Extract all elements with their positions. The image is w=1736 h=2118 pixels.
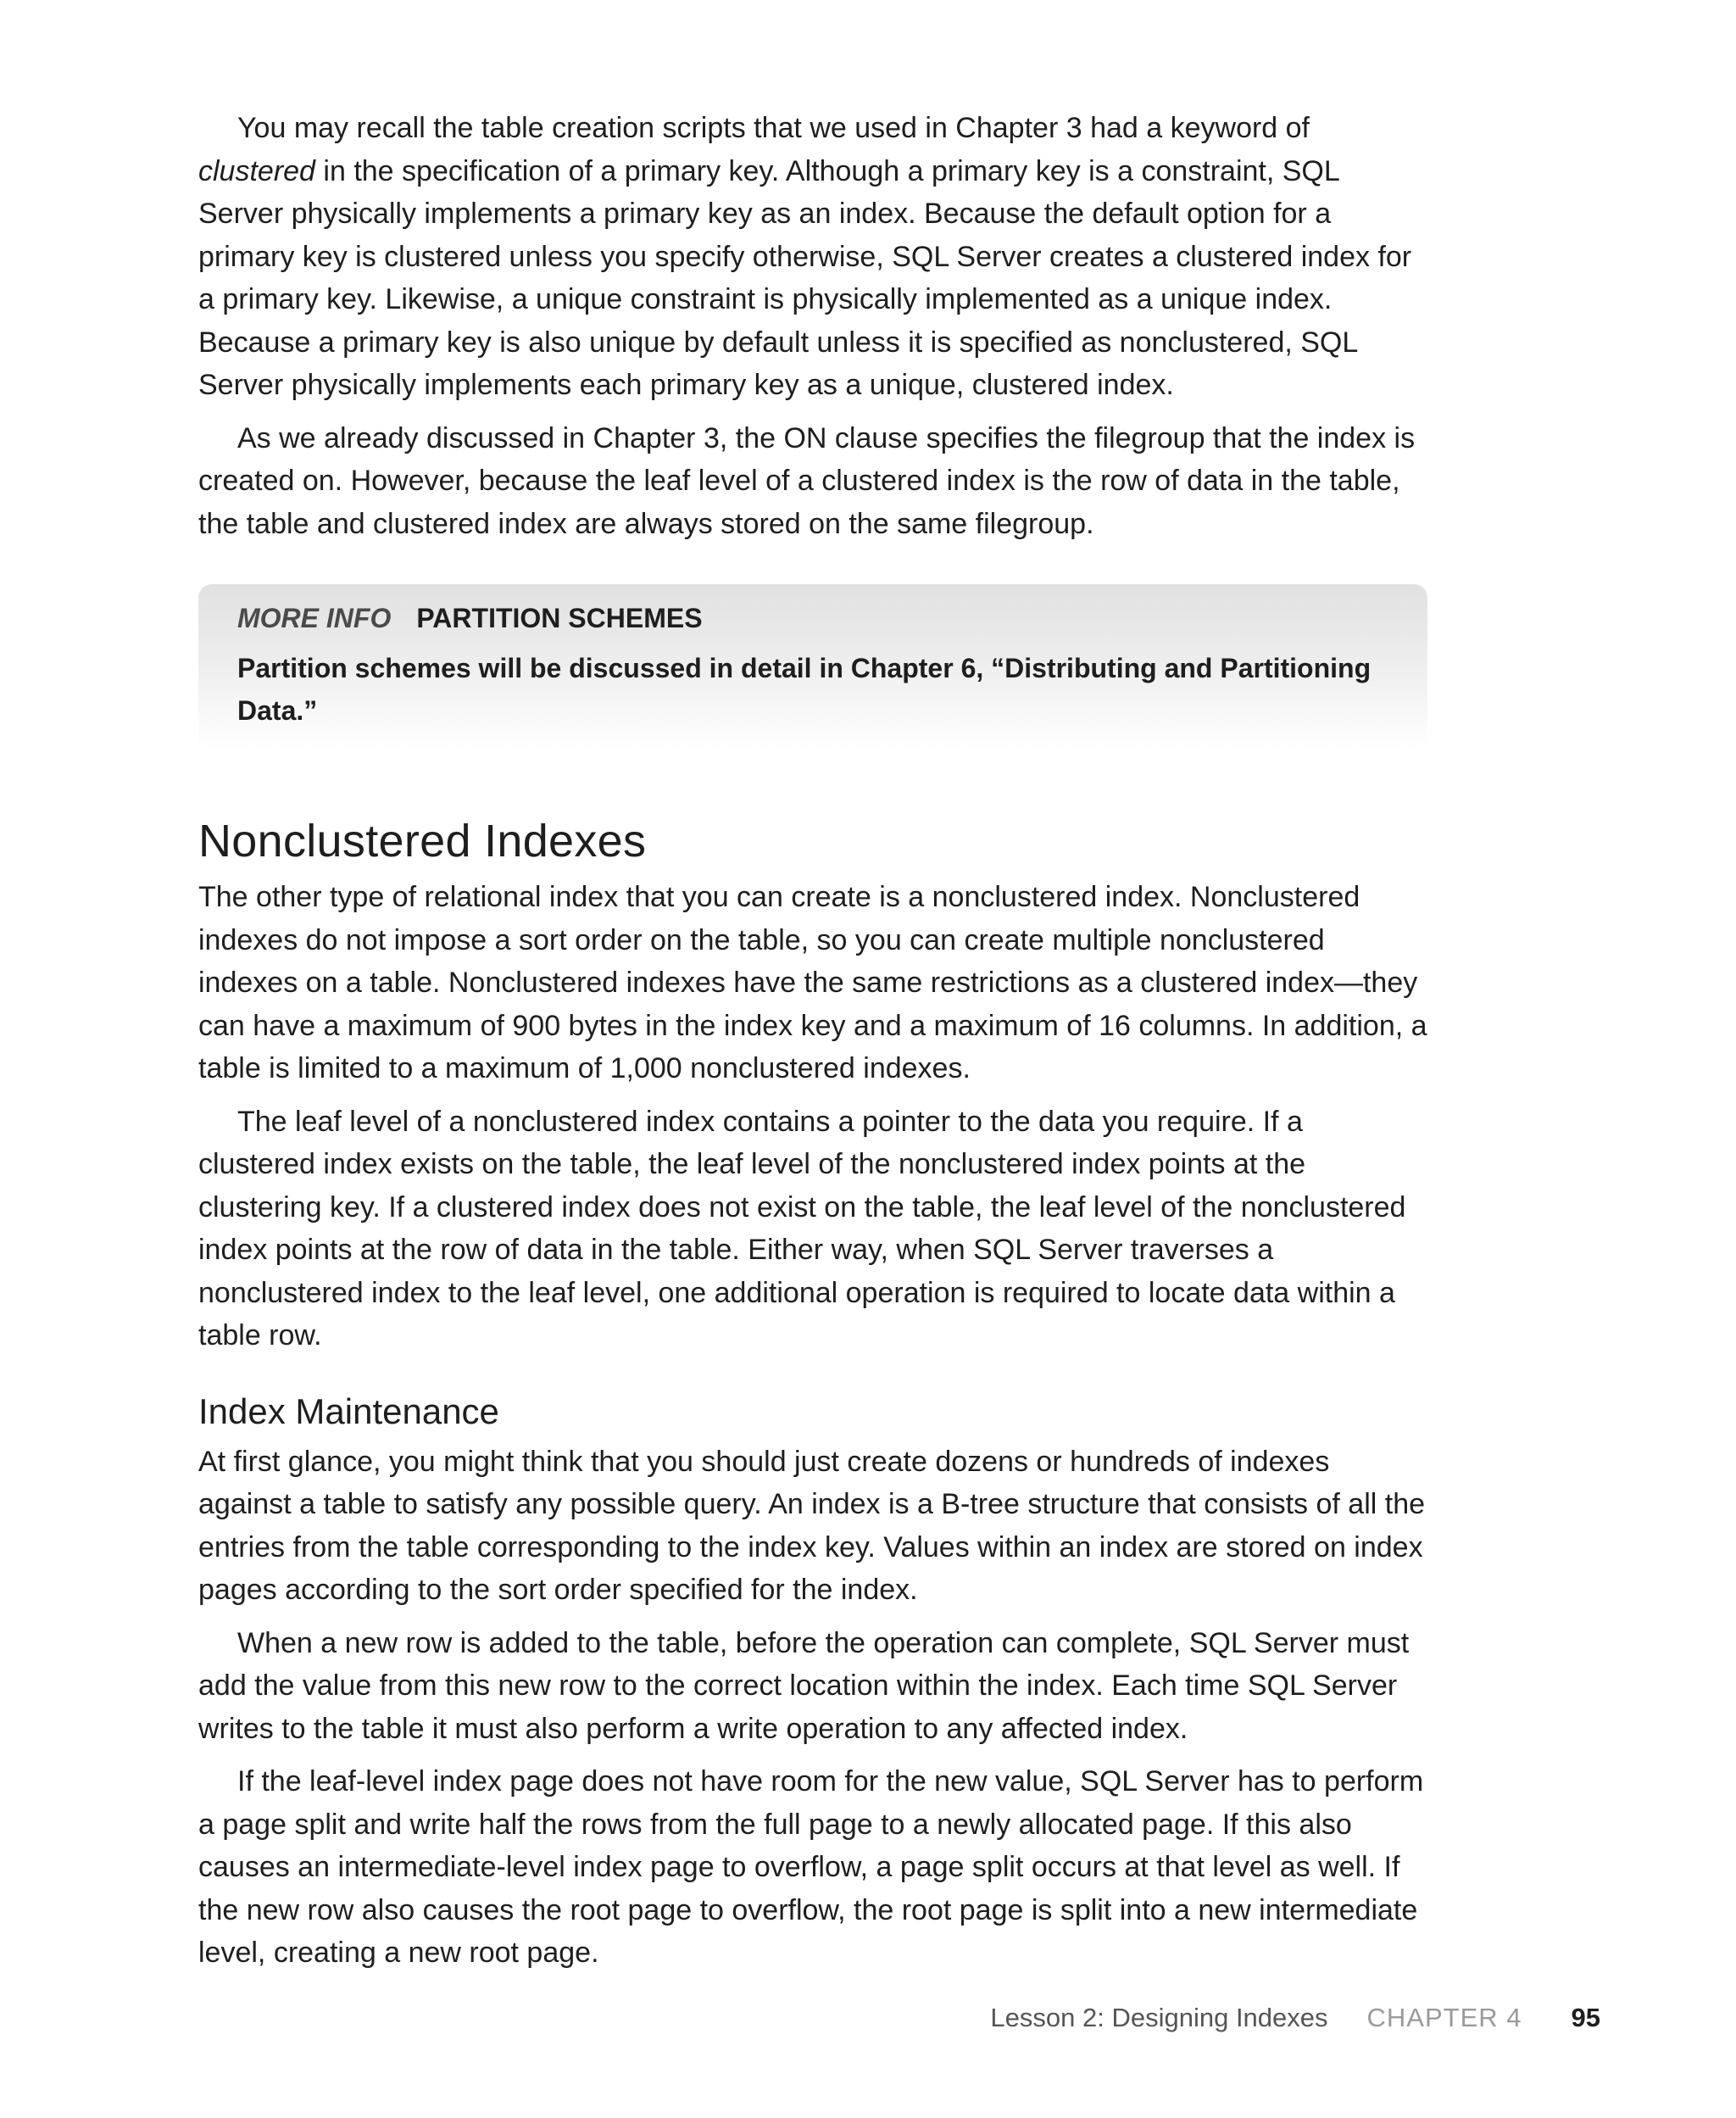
page-number: 95 bbox=[1571, 2003, 1600, 2032]
maintenance-paragraph-3: If the leaf-level index page does not have room for the new value, SQL Server has to perform a page split and write half the rows from the full page to a newly allocated page. If this also causes an intermediate-level index page to overflow, a page split occurs at that level as well. If the new row also causes the root page to overflow, the root page is split into a new intermediate level, creating a new root page. bbox=[198, 1765, 1424, 1969]
intro-paragraph-2: As we already discussed in Chapter 3, the ON clause specifies the filegroup that the index is created on. However, because the leaf level of a clustered index is the row of data in the table, the table and clustered index are always stored on the same filegroup. bbox=[198, 421, 1416, 540]
nonclustered-indexes-heading: Nonclustered Indexes bbox=[198, 816, 647, 867]
note-header bbox=[237, 598, 1388, 638]
intro-paragraph-1 bbox=[198, 107, 1427, 407]
footer-lesson-title: Lesson 2: Designing Indexes bbox=[990, 2003, 1328, 2032]
maintenance-paragraph-1: At first glance, you might think that you should just create dozens or hundreds of indexes against a table to satisfy any possible query. An index is a B-tree structure that consists of all the entries from the table corresponding to the index key. Values within an index are stored on index pages according to the sort order specified for the index. bbox=[198, 1445, 1426, 1606]
note-kind-label: MORE INFO bbox=[237, 603, 392, 633]
note-title: PARTITION SCHEMES bbox=[416, 603, 703, 633]
maintenance-paragraph-2: When a new row is added to the table, before the operation can complete, SQL Server must add the value from this new row to the correct location within the index. Each time SQL Server writes to the table it must also perform a write operation to any affected index. bbox=[198, 1626, 1410, 1745]
intro-p1-text-after: in the specification of a primary key. Although a primary key is a constraint, SQL Server physically implements a primary key as an index. Because the default option for a primary key is clustered unless you specify otherwise, SQL Server creates a clustered index for a primary key. Likewise, a unique constraint is physically implemented as a unique index. Because a primary key is also unique by default unless it is specified as nonclustered, SQL Server physically implements each primary key as a unique, clustered index. bbox=[198, 154, 1412, 401]
footer-chapter-label: CHAPTER 4 bbox=[1366, 2003, 1522, 2032]
page-footer bbox=[990, 1999, 1600, 2037]
page-content bbox=[198, 107, 1427, 1985]
intro-p1-text-before: You may recall the table creation scripts that we used in Chapter 3 had a keyword of bbox=[237, 112, 1310, 144]
nonclustered-paragraph-2: The leaf level of a nonclustered index contains a pointer to the data you require. If a clustered index exists on the table, the leaf level of the nonclustered index points at the clustering key. If a clustered index does not exist on the table, the leaf level of the nonclustered index points at the row of data in the table. Either way, when SQL Server traverses a nonclustered index to the leaf level, one additional operation is required to locate data within a table row. bbox=[198, 1105, 1406, 1352]
more-info-note bbox=[198, 584, 1427, 750]
clustered-keyword: clustered bbox=[198, 154, 315, 187]
note-body: Partition schemes will be discussed in detail in Chapter 6, “Distributing and Partitioning Data.” bbox=[237, 653, 1372, 726]
index-maintenance-heading: Index Maintenance bbox=[198, 1391, 499, 1431]
nonclustered-paragraph-1: The other type of relational index that you can create is a nonclustered index. Nonclustered indexes do not impose a sort order on the table, so you can create multiple nonclustered indexes on a table. Nonclustered indexes have the same restrictions as a clustered index—they can have a maximum of 900 bytes in the index key and a maximum of 16 columns. In addition, a table is limited to a maximum of 1,000 nonclustered indexes. bbox=[198, 881, 1427, 1084]
